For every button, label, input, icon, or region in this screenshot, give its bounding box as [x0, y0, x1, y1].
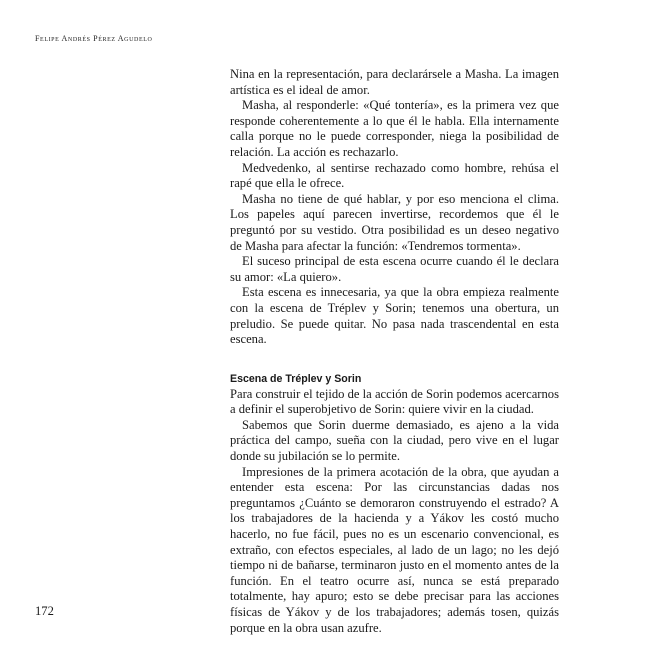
paragraph: Para construir el tejido de la acción de Sorin podemos acercarnos a definir el superobjetivo de Sorin: quiere vivir en la ciudad.	[230, 386, 559, 417]
main-text-block	[230, 67, 559, 636]
running-header: Felipe Andrés Pérez Agudelo	[35, 34, 153, 43]
paragraph: Masha, al responderle: «Qué tontería», es la primera vez que responde coherentemente a lo que él le habla. Ella internamente calla porque no le puede corresponder, niega la posibilidad de relación. La acción es rechazarlo.	[230, 98, 559, 159]
paragraph: Nina en la representación, para declarársele a Masha. La imagen artística es el ideal de amor.	[230, 67, 559, 97]
paragraph: Sabemos que Sorin duerme demasiado, es ajeno a la vida práctica del campo, sueña con la ciudad, pero vive en el lugar donde su jubilación se lo permite.	[230, 417, 559, 464]
paragraph: Impresiones de la primera acotación de la obra, que ayudan a entender esta escena: Por las circunstancias dadas nos preguntamos ¿Cuánto se demoraron construyendo el estrado? A los trabajadores de la hacienda y a Yákov les costó mucho hacerlo, no fue fácil, pues no es un escenario convencional, es extraño, con efectos especiales, al lado de un lago; no les dejó tiempo ni de bañarse, terminaron justo en el momento antes de la función. En el teatro ocurre así, nunca se está preparado totalmente, hay apuro; esto se debe precisar para las acciones físicas de Yákov y de los trabajadores; además tosen, quizás porque en la obra usan azufre.	[230, 464, 559, 635]
paragraph: Esta escena es innecesaria, ya que la obra empieza realmente con la escena de Tréplev y Sorin; tenemos una obertura, un preludio. Se puede quitar. No pasa nada trascendental en esta escena.	[230, 285, 559, 347]
paragraph: Medvedenko, al sentirse rechazado como hombre, rehúsa el rapé que ella le ofrece.	[230, 160, 559, 191]
paragraph: El suceso principal de esta escena ocurre cuando él le declara su amor: «La quiero».	[230, 254, 559, 284]
paragraph: Masha no tiene de qué hablar, y por eso menciona el clima. Los papeles aquí parecen invertirse, recordemos que él le preguntó por su vestido. Otra posibilidad es un deseo negativo de Masha para afectar la función: «Tendremos tormenta».	[230, 191, 559, 253]
page-number: 172	[35, 604, 54, 618]
section-heading: Escena de Tréplev y Sorin	[230, 372, 362, 385]
